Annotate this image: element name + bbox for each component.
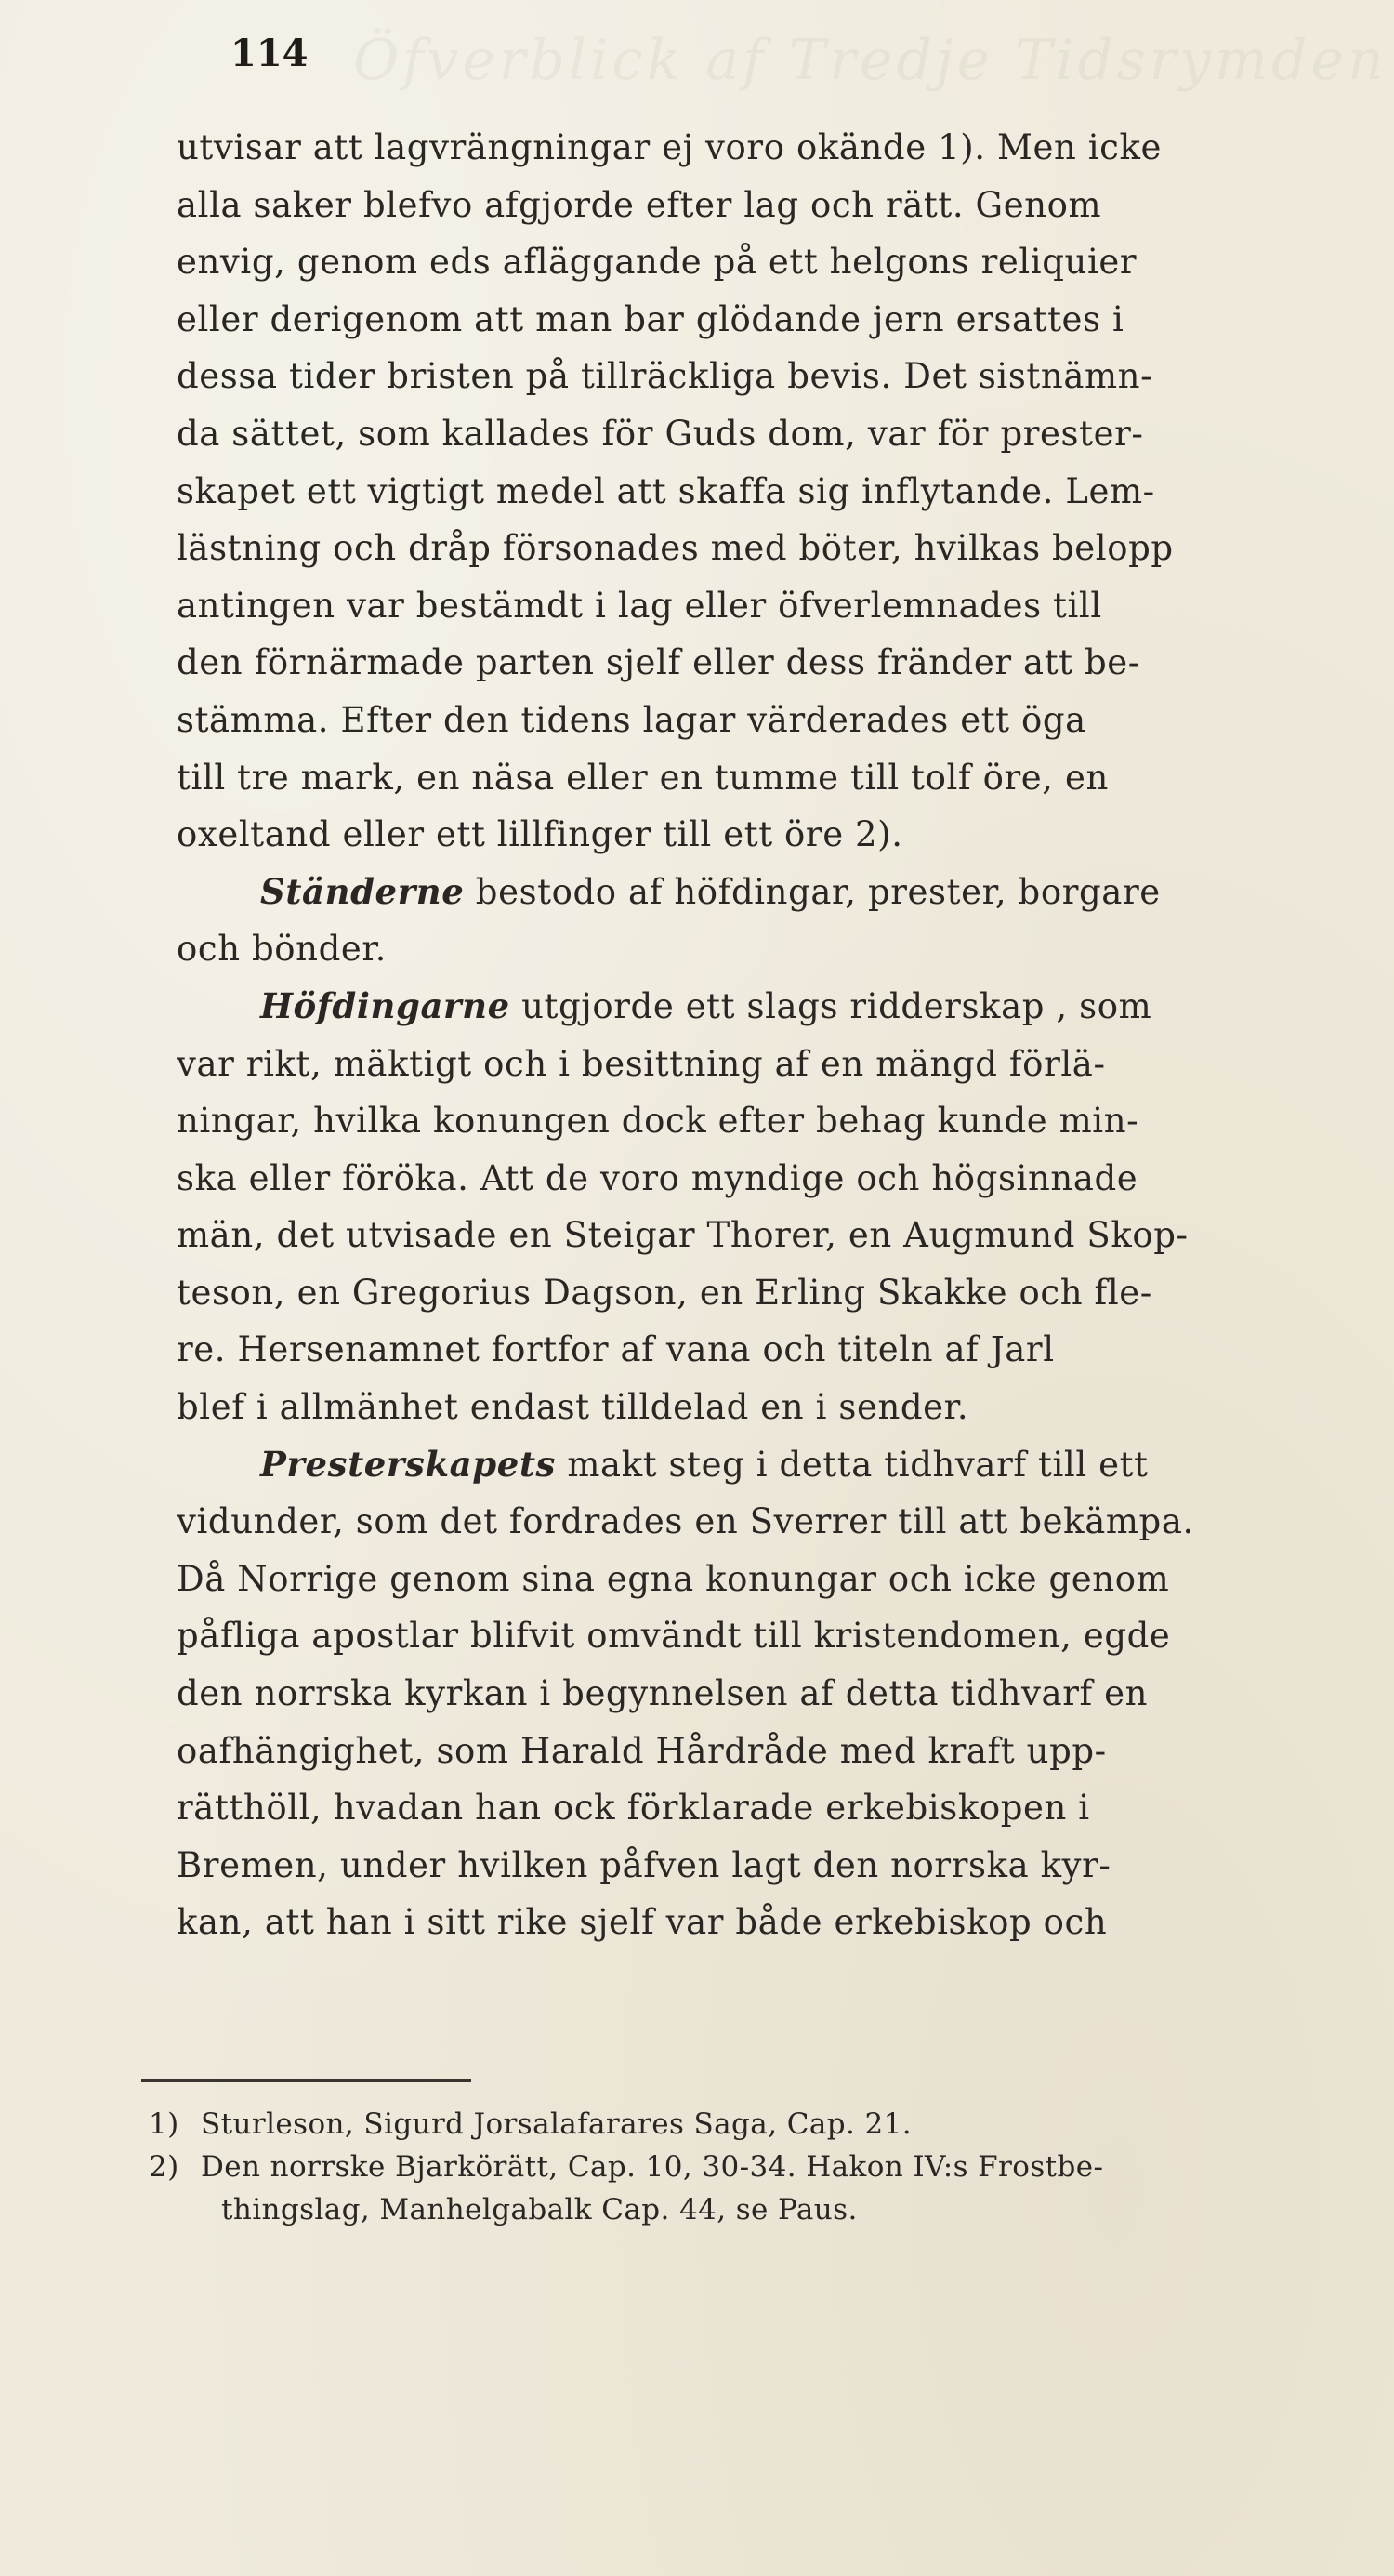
text-line: teson, en Gregorius Dagson, en Erling Skakke och fle- [177, 1272, 1152, 1313]
footnote-text: Sturleson, Sigurd Jorsalafarares Saga, Cap. 21. [201, 2107, 912, 2141]
text-line: alla saker blefvo afgjorde efter lag och rätt. Genom [177, 184, 1102, 225]
text-line: Då Norrige genom sina egna konungar och icke genom [177, 1558, 1170, 1599]
footnote-1 [149, 2103, 1385, 2146]
paragraph-heading-presterskapets: Presterskapets [260, 1443, 556, 1485]
text-line: skapet ett vigtigt medel att skaffa sig inflytande. Lem- [177, 470, 1155, 511]
footnote-text: Den norrske Bjarkörätt, Cap. 10, 30-34. Hakon IV:s Frostbe- [201, 2150, 1104, 2184]
paragraph-presterskapets-first-line [177, 1436, 1389, 1494]
footnote-2-continuation: thingslag, Manhelgabalk Cap. 44, se Paus. [221, 2193, 858, 2226]
text-line: da sättet, som kallades för Guds dom, var för prester- [177, 413, 1144, 454]
text-line-rest: utgjorde ett slags ridderskap , som [509, 985, 1152, 1026]
text-line: till tre mark, en näsa eller en tumme till tolf öre, en [177, 757, 1109, 798]
paragraph-hofdingarne-first-line [177, 978, 1389, 1036]
text-line: oxeltand eller ett lillfinger till ett öre 2). [177, 814, 903, 855]
text-line: den norrska kyrkan i begynnelsen af detta tidhvarf en [177, 1673, 1149, 1714]
body-text [177, 119, 1389, 1951]
bleed-through-text: Öfverblick af Tredje Tidsrymden [353, 28, 1387, 93]
footnote-2 [149, 2146, 1385, 2188]
text-line: och bönder. [177, 929, 387, 970]
footnote-marker: 1) [149, 2107, 179, 2141]
text-line: Bremen, under hvilken påfven lagt den norrska kyr- [177, 1844, 1111, 1885]
text-line: envig, genom eds afläggande på ett helgons reliquier [177, 242, 1138, 283]
footnote-marker: 2) [149, 2150, 179, 2184]
text-line-rest: bestodo af höfdingar, prester, borgare [464, 871, 1161, 912]
text-line: ningar, hvilka konungen dock efter behag kunde min- [177, 1101, 1139, 1142]
text-line: lästning och dråp försonades med böter, hvilkas belopp [177, 528, 1174, 569]
paragraph-heading-standerne: Ständerne [260, 870, 465, 912]
text-line: kan, att han i sitt rike sjelf var både erkebiskop och [177, 1902, 1108, 1943]
text-line: eller derigenom att man bar glödande jern ersattes i [177, 298, 1124, 339]
text-line: dessa tider bristen på tillräckliga bevis. Det sistnämn- [177, 356, 1153, 397]
text-line: blef i allmänhet endast tilldelad en i sender. [177, 1387, 969, 1428]
text-line: rätthöll, hvadan han ock förklarade erkebiskopen i [177, 1788, 1090, 1829]
paragraph-heading-hofdingarne: Höfdingarne [260, 984, 510, 1026]
text-line: var rikt, mäktigt och i besittning af en mängd förlä- [177, 1043, 1106, 1084]
text-line: oafhängighet, som Harald Hårdråde med kraft upp- [177, 1730, 1107, 1771]
text-line: den förnärmade parten sjelf eller dess fränder att be- [177, 642, 1140, 683]
footnote-rule [141, 2079, 471, 2082]
text-line: män, det utvisade en Steigar Thorer, en Augmund Skop- [177, 1215, 1189, 1256]
paragraph-standerne-first-line [177, 864, 1389, 921]
page-number: 114 [230, 32, 309, 75]
text-line: påfliga apostlar blifvit omvändt till kristendomen, egde [177, 1616, 1171, 1657]
text-line: vidunder, som det fordrades en Sverrer till att bekämpa. [177, 1501, 1194, 1542]
text-line: stämma. Efter den tidens lagar värderades ett öga [177, 699, 1086, 740]
text-line: re. Hersenamnet fortfor af vana och titeln af Jarl [177, 1329, 1055, 1370]
footnotes [149, 2103, 1385, 2231]
text-line: antingen var bestämdt i lag eller öfverlemnades till [177, 585, 1102, 626]
text-line-rest: makt steg i detta tidhvarf till ett [556, 1444, 1149, 1485]
text-line: utvisar att lagvrängningar ej voro okände 1). Men icke [177, 127, 1163, 167]
text-line: ska eller föröka. Att de voro myndige och högsinnade [177, 1157, 1138, 1198]
